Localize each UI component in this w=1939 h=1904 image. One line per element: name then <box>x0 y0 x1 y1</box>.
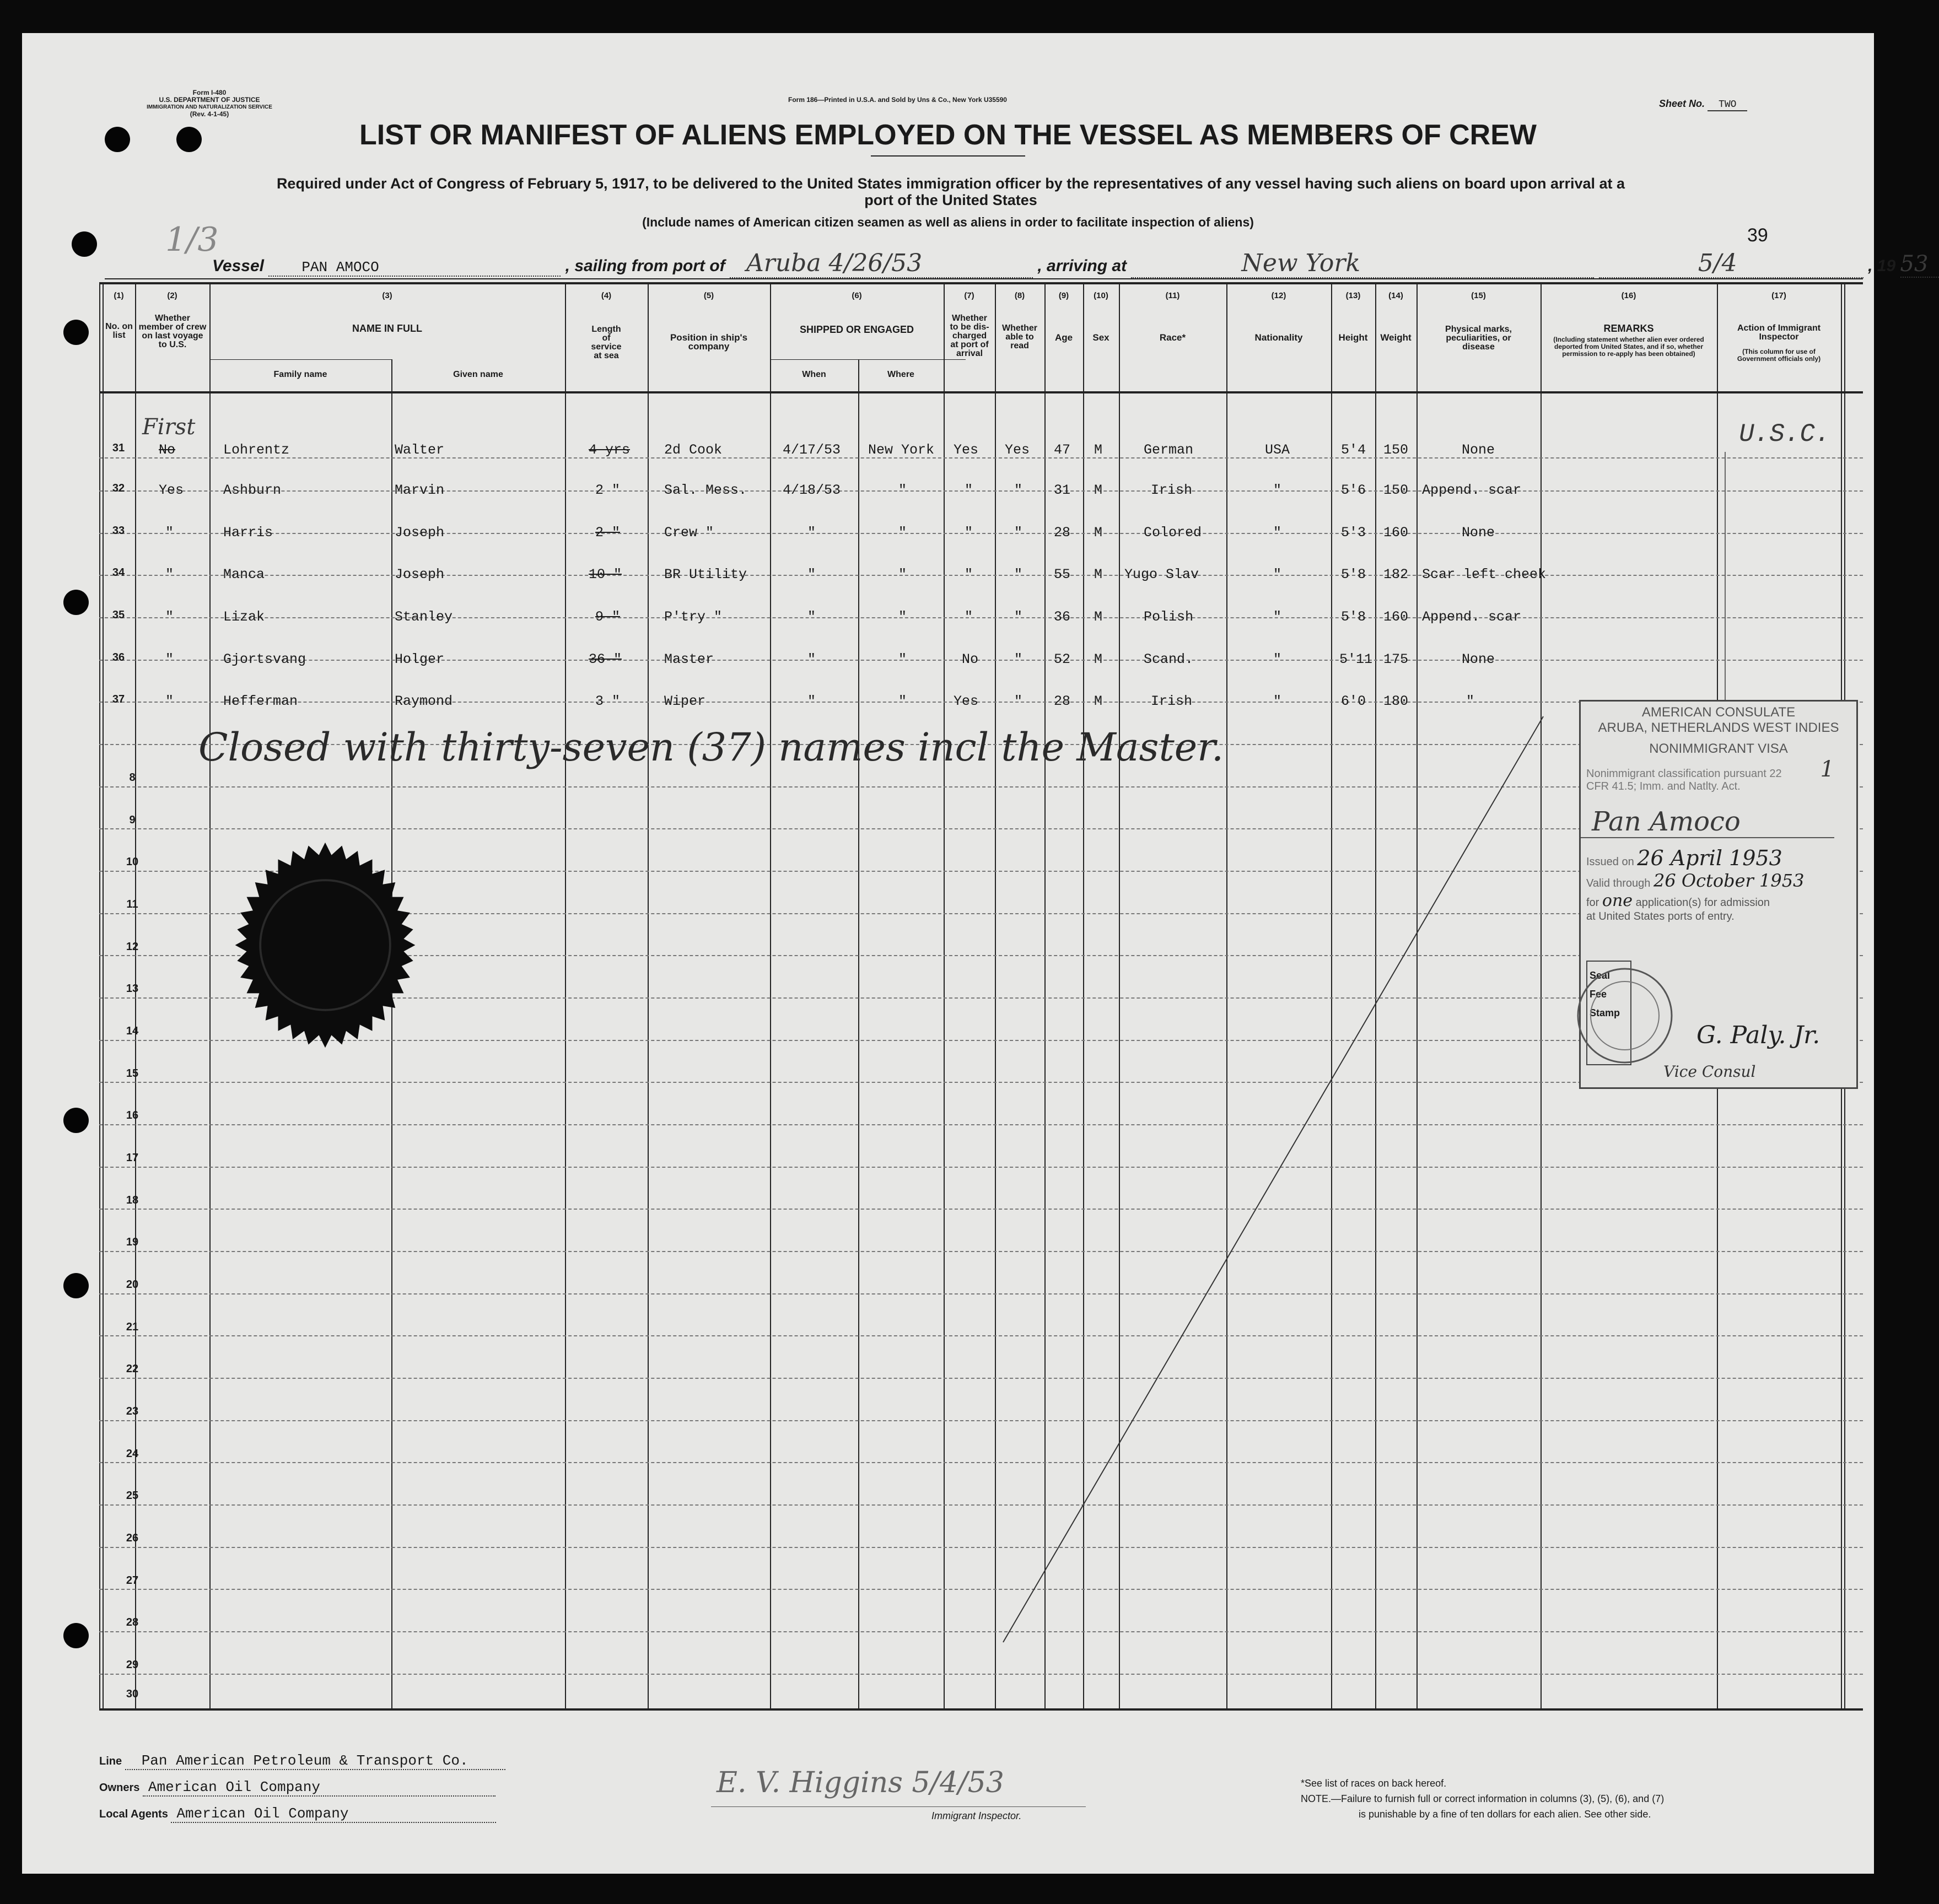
cell-discharged: No <box>962 651 979 667</box>
cell-given-name: Stanley <box>395 609 453 625</box>
stamp-issued-date: 26 April 1953 <box>1637 846 1782 870</box>
footer-owners-label: Owners <box>99 1782 140 1794</box>
cell-sex: M <box>1094 482 1103 498</box>
cell-when: 4/18/53 <box>783 482 841 498</box>
cell-sex: M <box>1094 442 1103 458</box>
cell-race: Scand. <box>1144 651 1194 667</box>
row-number: 25 <box>126 1490 139 1502</box>
form-revision: (Rev. 4-1-45) <box>190 110 229 118</box>
row-number: 16 <box>126 1109 139 1121</box>
col-header-age: Age <box>1054 332 1073 343</box>
handwritten-first: First <box>142 414 196 440</box>
footer-note-races: *See list of races on back hereof. <box>1301 1778 1447 1789</box>
row-number: 32 <box>112 482 125 494</box>
row-number: 13 <box>126 983 139 995</box>
cell-discharged: Yes <box>954 693 979 709</box>
form-number: Form I-480 <box>192 89 227 96</box>
col-number: (9) <box>1058 291 1069 300</box>
sailing-label: , sailing from port of <box>565 257 725 275</box>
col-header-shipped: SHIPPED OR ENGAGED <box>799 324 914 335</box>
cell-position: P'try " <box>664 609 723 625</box>
footer-agents-value: American Oil Company <box>171 1805 496 1823</box>
row-number: 28 <box>126 1616 139 1628</box>
cell-age: 55 <box>1054 567 1071 582</box>
cell-read: Yes <box>1005 442 1030 458</box>
stamp-issued-label: Issued on <box>1586 856 1634 868</box>
row-number: 10 <box>126 856 139 868</box>
cell-family-name: Lohrentz <box>223 442 290 458</box>
row-number: 30 <box>126 1688 139 1700</box>
cell-service: 9 " <box>595 609 621 625</box>
cell-family-name: Lizak <box>223 609 265 625</box>
col-header-action: Action of Immigrant Inspector <box>1737 323 1821 342</box>
cell-age: 47 <box>1054 442 1071 458</box>
cell-discharged: " <box>965 525 973 541</box>
col-header-height: Height <box>1338 332 1368 343</box>
stamp-applications: one <box>1602 891 1633 910</box>
row-number: 15 <box>126 1067 139 1080</box>
row-number: 26 <box>126 1532 139 1544</box>
subtitle-note: (Include names of American citizen seamen as well as aliens in order to facilitate inspection of aliens) <box>642 215 1254 229</box>
col-header-remarks: REMARKS <box>1603 323 1654 334</box>
cell-given-name: Walter <box>395 442 445 458</box>
cell-height: 5'11 <box>1339 651 1373 667</box>
col-header-nationality: Nationality <box>1254 332 1303 343</box>
sheet-number-label: Sheet No. <box>1659 98 1705 109</box>
cell-sex: M <box>1094 525 1103 541</box>
cell-service: 10 " <box>589 567 622 582</box>
col-header-name: NAME IN FULL <box>352 323 422 334</box>
col-header-remarks-note: (Including statement whether alien ever ordered deported from United States, and if so, whether permission to re-apply has been obtained) <box>1553 336 1704 358</box>
col-number: (3) <box>382 291 392 300</box>
cell-sex: M <box>1094 693 1103 709</box>
row-number: 19 <box>126 1236 139 1248</box>
cell-given-name: Holger <box>395 651 445 667</box>
col-header-position: Position in ship's company <box>670 332 748 352</box>
page-number: 39 <box>1747 225 1768 246</box>
col-header-no: No. on list <box>105 322 133 340</box>
stamp-line-3: NONIMMIGRANT VISA <box>1649 741 1788 756</box>
cell-weight: 175 <box>1383 651 1409 667</box>
closing-note: Closed with thirty-seven (37) names incl the Master. <box>198 725 1224 770</box>
cell-marks: Scar left cheek <box>1422 567 1547 582</box>
col-header-physical-marks: Physical marks, peculiarities, or disease <box>1445 325 1512 352</box>
cell-position: Sal. Mess. <box>664 482 747 498</box>
cell-weight: 160 <box>1383 609 1409 625</box>
stamp-stamp-label: Stamp <box>1590 1007 1620 1018</box>
row-number: 12 <box>126 941 139 953</box>
stamp-for-label: for <box>1586 897 1599 909</box>
col-header-given-name: Given name <box>453 370 503 379</box>
cell-race: Irish <box>1151 693 1193 709</box>
col-number: (10) <box>1094 291 1108 300</box>
cell-read: " <box>1014 567 1023 582</box>
cell-where: " <box>898 525 907 541</box>
cell-last-voyage: " <box>165 567 174 582</box>
col-number: (6) <box>852 291 862 300</box>
cell-when: " <box>807 525 816 541</box>
year-prefix: , 19 <box>1868 257 1896 275</box>
col-number: (16) <box>1621 291 1636 300</box>
cell-when: " <box>807 609 816 625</box>
row-number: 35 <box>112 609 125 621</box>
row-number: 17 <box>126 1152 139 1164</box>
stamp-applications-row <box>1581 891 1856 910</box>
row-number: 24 <box>126 1448 139 1460</box>
cell-marks: Append. scar <box>1422 609 1522 625</box>
col-number: (5) <box>703 291 714 300</box>
cell-age: 52 <box>1054 651 1071 667</box>
sheet-number-value: TWO <box>1708 99 1747 111</box>
department-name: U.S. DEPARTMENT OF JUSTICE <box>159 96 260 104</box>
cell-when: " <box>807 567 816 582</box>
cell-when: 4/17/53 <box>783 442 841 458</box>
cell-marks: Append. scar <box>1422 482 1522 498</box>
row-number: 8 <box>129 772 136 784</box>
cell-marks: None <box>1462 525 1495 541</box>
cell-when: " <box>807 693 816 709</box>
col-number: (14) <box>1388 291 1403 300</box>
cell-where: New York <box>868 442 935 458</box>
col-number: (15) <box>1471 291 1486 300</box>
footer-line-row <box>99 1752 505 1770</box>
col-header-family-name: Family name <box>273 370 327 379</box>
cell-last-voyage: " <box>165 693 174 709</box>
cell-where: " <box>898 693 907 709</box>
stamp-line-1: AMERICAN CONSULATE <box>1641 705 1796 720</box>
footer-note-penalty: NOTE.—Failure to furnish full or correct information in columns (3), (5), (6), and (7) <box>1301 1793 1665 1804</box>
stamp-application-text: application(s) for admission <box>1635 897 1770 909</box>
cell-nationality: USA <box>1265 442 1290 458</box>
row-number: 18 <box>126 1194 139 1206</box>
stamp-classification: Nonimmigrant classification pursuant 22 CFR 41.5; Imm. and Natlty. Act. <box>1586 768 1782 792</box>
cell-nationality: " <box>1273 651 1282 667</box>
cell-marks: None <box>1462 442 1495 458</box>
cell-position: Crew " <box>664 525 714 541</box>
col-number: (11) <box>1165 291 1180 300</box>
cell-given-name: Joseph <box>395 567 445 582</box>
cell-read: " <box>1014 693 1023 709</box>
stamp-fee-label: Fee <box>1590 989 1607 1000</box>
printer-line: Form 186—Printed in U.S.A. and Sold by Uns & Co., New York U35590 <box>788 96 1007 104</box>
stamp-valid-label: Valid through <box>1586 877 1651 889</box>
cell-weight: 150 <box>1383 442 1409 458</box>
cell-position: BR Utility <box>664 567 747 582</box>
col-header-action-note: (This column for use of Government officials only) <box>1737 348 1821 363</box>
col-number: (17) <box>1771 291 1786 300</box>
col-header-discharged: Whether to be dis- charged at port of arrival <box>950 314 989 358</box>
arriving-label: , arriving at <box>1037 257 1127 275</box>
cell-family-name: Harris <box>223 525 273 541</box>
cell-position: 2d Cook <box>664 442 723 458</box>
cell-nationality: " <box>1273 482 1282 498</box>
row-number: 20 <box>126 1279 139 1291</box>
cell-age: 28 <box>1054 693 1071 709</box>
footer-owners-value: American Oil Company <box>143 1779 495 1797</box>
cell-marks: None <box>1462 651 1495 667</box>
vessel-label: Vessel <box>212 257 264 275</box>
cell-last-voyage: Yes <box>159 482 184 498</box>
cell-marks: " <box>1466 693 1475 709</box>
stamp-valid-row <box>1581 870 1856 891</box>
cell-family-name: Hefferman <box>223 693 298 709</box>
cell-weight: 180 <box>1383 693 1409 709</box>
notary-seal <box>220 840 430 1050</box>
cell-race: Polish <box>1144 609 1194 625</box>
cell-nationality: " <box>1273 609 1282 625</box>
stamp-ports: at United States ports of entry. <box>1586 910 1735 923</box>
cell-read: " <box>1014 651 1023 667</box>
footer-agents-label: Local Agents <box>99 1808 168 1820</box>
arrival-date: 5/4 <box>1599 249 1863 278</box>
subtitle-line-1: Required under Act of Congress of February 5, 1917, to be delivered to the United States immigration officer by the representatives of any vessel having such aliens on board upon arrival at a <box>276 175 1625 192</box>
cell-age: 36 <box>1054 609 1071 625</box>
col-number: (12) <box>1271 291 1286 300</box>
row-number: 27 <box>126 1574 139 1587</box>
row-number: 34 <box>112 567 125 579</box>
cell-age: 31 <box>1054 482 1071 498</box>
cell-where: " <box>898 567 907 582</box>
inspector-signature-rule <box>711 1806 1086 1807</box>
cell-last-voyage: No <box>159 442 176 458</box>
margin-mark: 1/3 <box>165 220 219 259</box>
stamp-line-2: ARUBA, NETHERLANDS WEST INDIES <box>1598 720 1839 735</box>
cell-service: 2 " <box>595 525 621 541</box>
col-header-race: Race* <box>1159 332 1186 343</box>
cell-height: 5'3 <box>1341 525 1366 541</box>
cell-discharged: " <box>965 482 973 498</box>
stamp-issued-row <box>1581 846 1856 870</box>
col-header-when: When <box>802 370 826 379</box>
footer-owners-row <box>99 1779 495 1797</box>
consulate-visa-stamp <box>1579 700 1858 1089</box>
cell-service: 36 " <box>589 651 622 667</box>
stamp-count: 1 <box>1820 757 1834 782</box>
cell-when: " <box>807 651 816 667</box>
stamp-vessel: Pan Amoco <box>1581 806 1834 838</box>
col-header-weight: Weight <box>1380 332 1412 343</box>
row-number: 11 <box>126 898 138 910</box>
cell-given-name: Marvin <box>395 482 445 498</box>
cell-position: Wiper <box>664 693 706 709</box>
cell-weight: 150 <box>1383 482 1409 498</box>
row-number: 29 <box>126 1659 139 1671</box>
subtitle-line-2: port of the United States <box>864 192 1037 208</box>
cell-last-voyage: " <box>165 609 174 625</box>
cell-race: Irish <box>1151 482 1193 498</box>
footer-line-label: Line <box>99 1755 122 1767</box>
cell-weight: 182 <box>1383 567 1409 582</box>
cell-last-voyage: " <box>165 525 174 541</box>
cell-service: 3 " <box>595 693 621 709</box>
col-number: (4) <box>601 291 612 300</box>
col-number: (13) <box>1345 291 1361 300</box>
col-header-last-voyage: Whether member of crew on last voyage to U.S. <box>138 314 207 349</box>
cell-discharged: " <box>965 567 973 582</box>
cell-family-name: Manca <box>223 567 265 582</box>
cell-where: " <box>898 609 907 625</box>
consulate-round-seal <box>1553 961 1685 1071</box>
cell-sex: M <box>1094 651 1103 667</box>
cell-sex: M <box>1094 567 1103 582</box>
cell-position: Master <box>664 651 714 667</box>
row-number: 33 <box>112 525 125 537</box>
cell-where: " <box>898 651 907 667</box>
col-header-service: Length of service at sea <box>591 325 622 360</box>
cell-discharged: " <box>965 609 973 625</box>
inspector-signature: E. V. Higgins 5/4/53 <box>717 1766 1004 1799</box>
cell-discharged: Yes <box>954 442 979 458</box>
vessel-name: PAN AMOCO <box>268 259 561 277</box>
sailing-from: Aruba 4/26/53 <box>730 249 1033 278</box>
inspector-label: Immigrant Inspector. <box>931 1810 1022 1821</box>
stamp-signature: G. Paly. Jr. <box>1696 1021 1820 1049</box>
cell-nationality: " <box>1273 693 1282 709</box>
row-number: 21 <box>126 1321 139 1333</box>
row-number: 9 <box>129 814 136 826</box>
col-header-where: Where <box>887 370 914 379</box>
col-number: (2) <box>167 291 177 300</box>
page-title: LIST OR MANIFEST OF ALIENS EMPLOYED ON THE VESSEL AS MEMBERS OF CREW <box>359 119 1537 151</box>
col-header-read: Whether able to read <box>1002 323 1037 350</box>
cell-height: 5'8 <box>1341 567 1366 582</box>
cell-inspector-action: U.S.C. <box>1739 420 1830 449</box>
stamp-seal-label: Seal <box>1590 970 1611 981</box>
footer-note-penalty-cont: is punishable by a fine of ten dollars for each alien. See other side. <box>1359 1809 1651 1820</box>
cell-race: Colored <box>1144 525 1202 541</box>
cell-height: 5'6 <box>1341 482 1366 498</box>
manifest-sheet <box>22 33 1929 1874</box>
cell-height: 5'8 <box>1341 609 1366 625</box>
cell-nationality: " <box>1273 567 1282 582</box>
cell-service: 4 yrs <box>589 442 631 458</box>
col-number: (1) <box>114 291 124 300</box>
cell-read: " <box>1014 609 1023 625</box>
col-header-sex: Sex <box>1092 332 1109 343</box>
cell-nationality: " <box>1273 525 1282 541</box>
cell-family-name: Gjortsvang <box>223 651 306 667</box>
footer-line-value: Pan American Petroleum & Transport Co. <box>125 1752 505 1770</box>
row-number: 23 <box>126 1405 139 1417</box>
cell-last-voyage: " <box>165 651 174 667</box>
row-number: 37 <box>112 693 125 705</box>
cell-weight: 160 <box>1383 525 1409 541</box>
col-number: (7) <box>964 291 974 300</box>
cell-sex: M <box>1094 609 1103 625</box>
service-name: IMMIGRATION AND NATURALIZATION SERVICE <box>147 104 272 110</box>
footer-notes <box>1301 1776 1664 1822</box>
col-number: (8) <box>1014 291 1025 300</box>
arrival-year: 53 <box>1900 251 1939 278</box>
row-number: 36 <box>112 651 125 664</box>
cell-family-name: Ashburn <box>223 482 282 498</box>
cell-race: German <box>1144 442 1194 458</box>
cell-given-name: Joseph <box>395 525 445 541</box>
row-number: 22 <box>126 1363 139 1375</box>
cell-age: 28 <box>1054 525 1071 541</box>
footer-agents-row <box>99 1805 496 1823</box>
stamp-signer-title: Vice Consul <box>1663 1062 1756 1081</box>
arriving-at: New York <box>1131 249 1594 278</box>
row-number: 31 <box>112 442 125 454</box>
cell-read: " <box>1014 525 1023 541</box>
cell-height: 6'0 <box>1341 693 1366 709</box>
cell-given-name: Raymond <box>395 693 453 709</box>
row-number: 14 <box>126 1025 139 1037</box>
cell-read: " <box>1014 482 1023 498</box>
cell-where: " <box>898 482 907 498</box>
cell-service: 2 " <box>595 482 621 498</box>
stamp-valid-date: 26 October 1953 <box>1653 870 1805 891</box>
cell-race: Yugo Slav <box>1124 567 1199 582</box>
cell-height: 5'4 <box>1341 442 1366 458</box>
